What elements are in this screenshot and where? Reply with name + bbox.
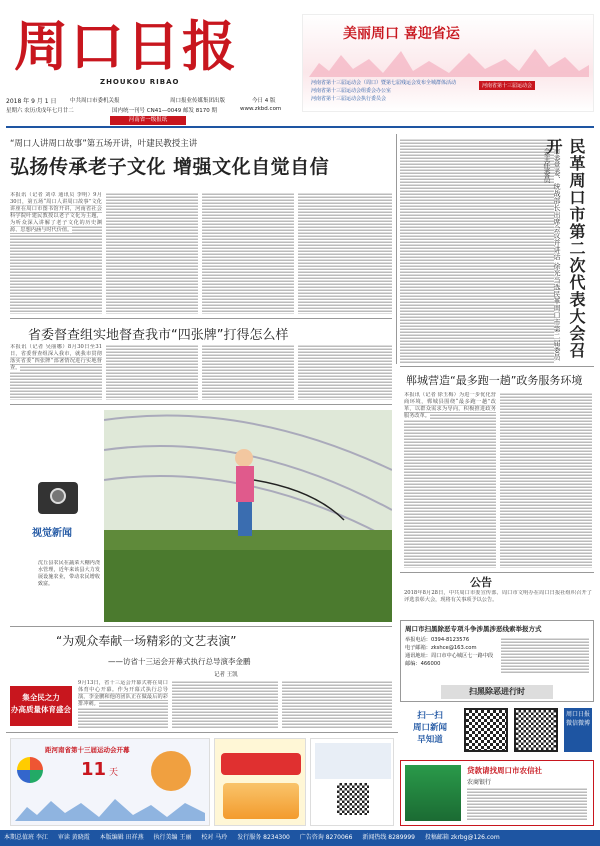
report-headline: 周口市扫黑除恶专项斗争涉黑涉恶线索举报方式 — [405, 625, 542, 633]
story2-column-2 — [106, 344, 198, 400]
countdown-days: 11 — [81, 759, 107, 780]
story4-column-2 — [172, 680, 278, 728]
countdown-unit: 天 — [109, 768, 119, 778]
lead-headline[interactable]: 弘扬传承老子文化 增强文化自觉自信 — [10, 156, 330, 178]
right-story-headline[interactable]: 民革周口市第二次代表大会召开 — [544, 138, 586, 359]
games-logo-icon — [17, 757, 43, 783]
lead-kicker: “周口人讲周口故事”第五场开讲，叶建民教授主讲 — [10, 139, 198, 149]
photo-section-label: 视觉新闻 — [32, 528, 72, 539]
story4-column-1 — [78, 680, 168, 728]
page-count: 今日 4 版 — [252, 98, 276, 104]
level-badge: 河南省一级报纸 — [110, 116, 186, 125]
banner-slogan: 美丽周口 喜迎省运 — [343, 26, 460, 42]
story2-column-3 — [202, 344, 294, 400]
lead-column-1 — [10, 192, 102, 314]
report-footer: 扫黑除恶进行时 — [441, 685, 553, 699]
loan-ad[interactable] — [400, 760, 594, 826]
slogan-box: 集全民之力 办高质量体育盛会 — [10, 686, 72, 726]
newspaper-masthead: 周口日报 — [14, 14, 238, 78]
promo-title-block — [221, 753, 301, 775]
footer-item: 校对 马玲 — [201, 834, 228, 841]
top-banner-ad[interactable] — [302, 14, 594, 112]
notice-text: 2018年8月28日，中共周口市委宣传部、周口市文明办在周口日报社组织召开了评选表彰大会，现将有关事项予以公告。 — [404, 590, 592, 603]
qr-code-app[interactable] — [464, 708, 508, 752]
cn-number: 国内统一刊号 CN41—0049 邮发 8170 期 — [112, 108, 217, 114]
banner-line-1: 河南省第十三届运动会（周口）暨第七届残运会发布全城群体活动 — [311, 80, 457, 86]
footer-item: 广告咨询 8270066 — [299, 834, 353, 841]
loan-ad-title: 贷款请找周口市农信社 — [467, 766, 542, 775]
story4-subhead: ——访省十三运会开幕式执行总导演李金鹏 — [108, 657, 251, 666]
report-item-1[interactable]: 举报电话：0394-8123576 — [405, 637, 470, 643]
business-ad-header — [315, 743, 391, 779]
photo-caption: 沈丘县农民在蔬菜大棚内浇水管理，近年来该县大力发展设施农业，带动农民增收致富。 — [38, 560, 100, 587]
masthead-pinyin: ZHOUKOU RIBAO — [100, 78, 180, 86]
story3-text: 本报讯（记者 徐玉梅）为进一步优化营商环境，郸城县围绕“最多跑一趟”改革，以群众需求为导向，积极推进政务服务改革。 — [404, 392, 496, 419]
issue-date: 2018 年 9 月 1 日 — [6, 98, 57, 105]
banner-tag: 河南省第十三届运动会 — [479, 81, 535, 90]
footer-item: 本版编辑 田祥燕 — [99, 834, 144, 841]
publisher-label-2: 周口报业传媒集团出版 — [170, 98, 226, 104]
qr-slogan: 扫一扫 周口新闻 早知道 — [412, 711, 447, 745]
footer-info-bar — [0, 830, 600, 846]
business-qr[interactable] — [337, 783, 369, 815]
loan-ad-sub: 农商银行 — [467, 779, 492, 786]
report-box — [400, 620, 594, 702]
story3-headline[interactable]: 郸城营造“最多跑一趟”政务服务环境 — [406, 374, 583, 387]
lunar-date: 星期六 农历戊戌年七月廿二 — [6, 108, 74, 114]
story2-column-4 — [298, 344, 392, 400]
right-story-body — [400, 138, 554, 364]
qr-area — [400, 706, 594, 756]
story4-column-3 — [282, 680, 392, 728]
footer-item: 执行美编 王丽 — [153, 834, 192, 841]
footer-item: 新闻热线 8289999 — [362, 834, 415, 841]
promo-ad[interactable] — [214, 738, 306, 826]
story3-column-1 — [404, 392, 496, 568]
story4-byline: 记者 王凯 — [214, 672, 238, 678]
story2-column-1 — [10, 344, 102, 400]
footer-item: 本期总值班 李江 — [4, 834, 48, 841]
report-details — [501, 637, 589, 673]
wechat-label: 周口日报 微信微博 — [564, 708, 592, 752]
story2-text: 本报讯（记者 吴丽娜）8月30日至31日，省委督查组深入我市，就我市贯彻落实省委“四张牌”部署情况进行实地督查。 — [10, 344, 102, 371]
publisher-label: 中共周口市委机关报 — [70, 98, 120, 104]
story2-headline[interactable]: 省委督查组实地督查我市“四张牌”打得怎么样 — [28, 328, 289, 343]
lead-column-2 — [106, 192, 198, 314]
report-item-2[interactable]: 电子邮箱：zkshce@163.com — [405, 645, 477, 651]
skyline-graphic — [309, 45, 589, 77]
report-item-4: 邮编：466000 — [405, 661, 441, 667]
footer-item: 发行服务 8234300 — [237, 834, 290, 841]
story4-text: 9月13日，省十三运会开幕式将在周口体育中心开幕。作为开幕式执行总导演，李金鹏和他的团队正在做最后的彩排冲刺。 — [78, 680, 168, 707]
banner-line-3: 河南省第十三届运动会执行委员会 — [311, 96, 387, 102]
business-ad[interactable] — [310, 738, 394, 826]
lead-column-3 — [202, 192, 294, 314]
story3-column-2 — [500, 392, 592, 568]
right-story-deck: 市委常委、统战部长出席会议并讲话 徐光当选民革周口市第二届委员会主任委员 — [543, 148, 561, 361]
mascot-icon — [151, 751, 191, 791]
banner-skyline — [15, 793, 205, 821]
banner-line-2: 河南省第十三届运动会组委会办公室 — [311, 88, 392, 94]
loan-ad-details — [467, 787, 587, 821]
news-photo[interactable] — [14, 410, 392, 622]
lead-column-4 — [298, 192, 392, 314]
story4-headline[interactable]: “为观众奉献一场精彩的文艺表演” — [56, 634, 237, 648]
footer-item: 审读 黄晓霞 — [57, 834, 90, 841]
loan-ad-image — [405, 765, 461, 821]
lead-text: 本报讯（记者 刘卓 通讯员 李明）9月30日，第五场“周口人讲周口故事”文化讲座在周口市图书馆开讲，河南省社会科学院叶建民教授以老子文化为主题，为听众深入讲解了老子文化的历史渊源、思想内涵与时代价值。 — [10, 192, 102, 233]
footer-item[interactable]: 投稿邮箱 zkrbg@126.com — [424, 834, 500, 841]
notice-title: 公告 — [470, 576, 492, 589]
countdown-label: 距河南省第十三届运动会开幕 — [45, 746, 130, 754]
games-countdown-ad[interactable] — [10, 738, 210, 826]
promo-image — [223, 783, 299, 819]
report-item-3: 通讯地址：周口市中心城区七一路中段 — [405, 653, 494, 659]
website[interactable]: www.zkbd.com — [240, 106, 282, 112]
qr-code-wechat[interactable] — [514, 708, 558, 752]
